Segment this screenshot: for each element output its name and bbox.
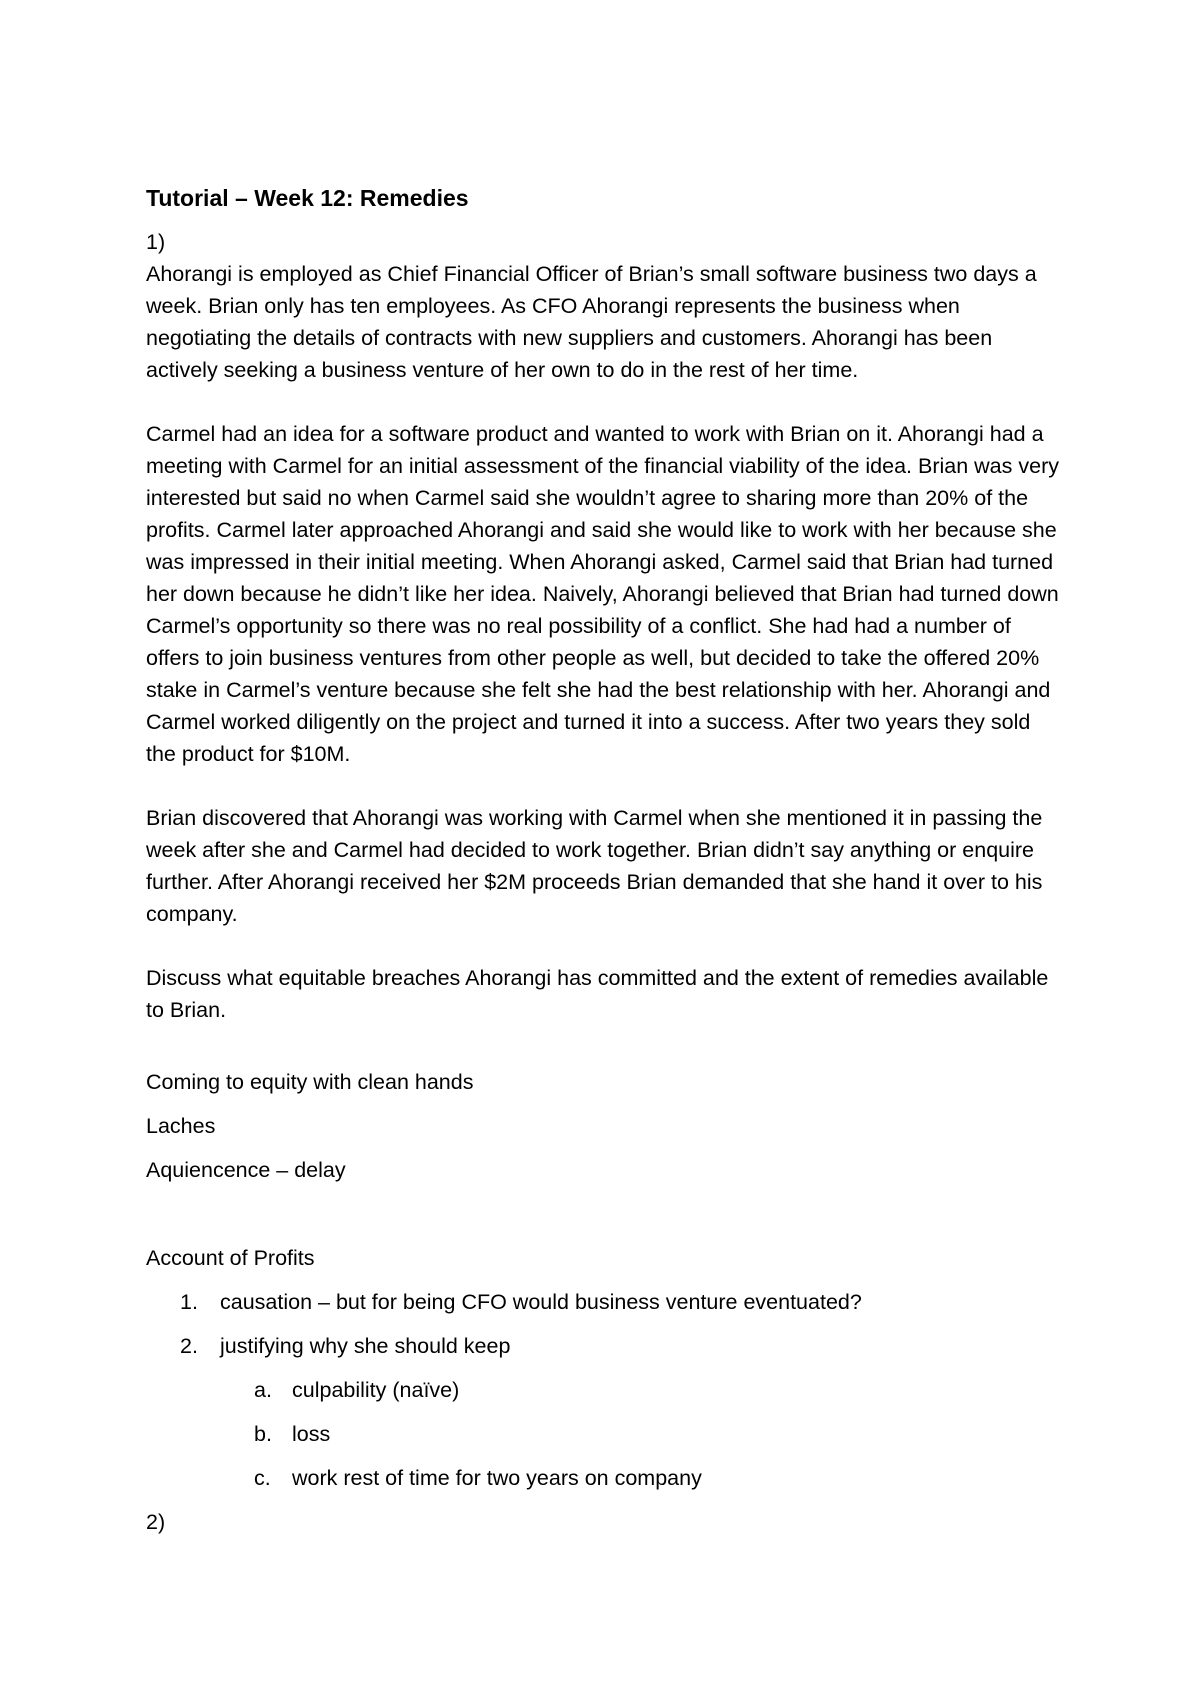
list-item-text: justifying why she should keep [220,1334,511,1358]
question-2-number: 2) [146,1510,166,1534]
document-page [146,182,1066,1538]
list-marker: 2. [180,1334,198,1358]
account-of-profits-heading: Account of Profits [146,1246,315,1270]
paragraph-discussion-prompt: Discuss what equitable breaches Ahorangi has committed and the extent of remedies available to Brian. [146,966,1049,1022]
list-marker: b. [254,1422,272,1446]
list-marker: a. [254,1378,272,1402]
numbered-item-justifying [146,1330,1066,1362]
lettered-item-work-rest-of-time [146,1462,1066,1494]
list-item-text: causation – but for being CFO would business venture eventuated? [220,1290,862,1314]
paragraph-employment: Ahorangi is employed as Chief Financial Officer of Brian’s small software business two days a week. Brian only has ten employees. As CFO Ahorangi represents the business when negotiating the details of contracts with new suppliers and customers. Ahorangi has been actively seeking a business venture of her own to do in the rest of her time. [146,262,1037,382]
note-acquiescence: Aquiencence – delay [146,1158,346,1182]
list-marker: 1. [180,1290,198,1314]
list-item-text: culpability (naïve) [292,1378,460,1402]
question-1-number: 1) [146,230,166,254]
lettered-item-culpability [146,1374,1066,1406]
lettered-item-loss [146,1418,1066,1450]
list-marker: c. [254,1466,271,1490]
numbered-item-causation [146,1286,1066,1318]
spacer [146,1198,1066,1242]
list-item-text: work rest of time for two years on company [292,1466,702,1490]
list-item-text: loss [292,1422,331,1446]
paragraph-brian-discovery: Brian discovered that Ahorangi was working with Carmel when she mentioned it in passing the week after she and Carmel had decided to work together. Brian didn’t say anything or enquire further. After Ahorangi received her $2M proceeds Brian demanded that she hand it over to his company. [146,806,1043,926]
document-title: Tutorial – Week 12: Remedies [146,185,469,211]
note-clean-hands: Coming to equity with clean hands [146,1070,474,1094]
note-laches: Laches [146,1114,216,1138]
paragraph-carmel-venture: Carmel had an idea for a software product and wanted to work with Brian on it. Ahorangi had a meeting with Carmel for an initial assessment of the financial viability of the idea. Brian was very interested but said no when Carmel said she wouldn’t agree to sharing more than 20% of the profits. Carmel later approached Ahorangi and said she would like to work with her because she was impressed in their initial meeting. When Ahorangi asked, Carmel said that Brian had turned her down because he didn’t like her idea. Naively, Ahorangi believed that Brian had turned down Carmel’s opportunity so there was no real possibility of a conflict. She had had a number of offers to join business ventures from other people as well, but decided to take the offered 20% stake in Carmel’s venture because she felt she had the best relationship with her. Ahorangi and Carmel worked diligently on the project and turned it into a success. After two years they sold the product for $10M. [146,422,1059,766]
